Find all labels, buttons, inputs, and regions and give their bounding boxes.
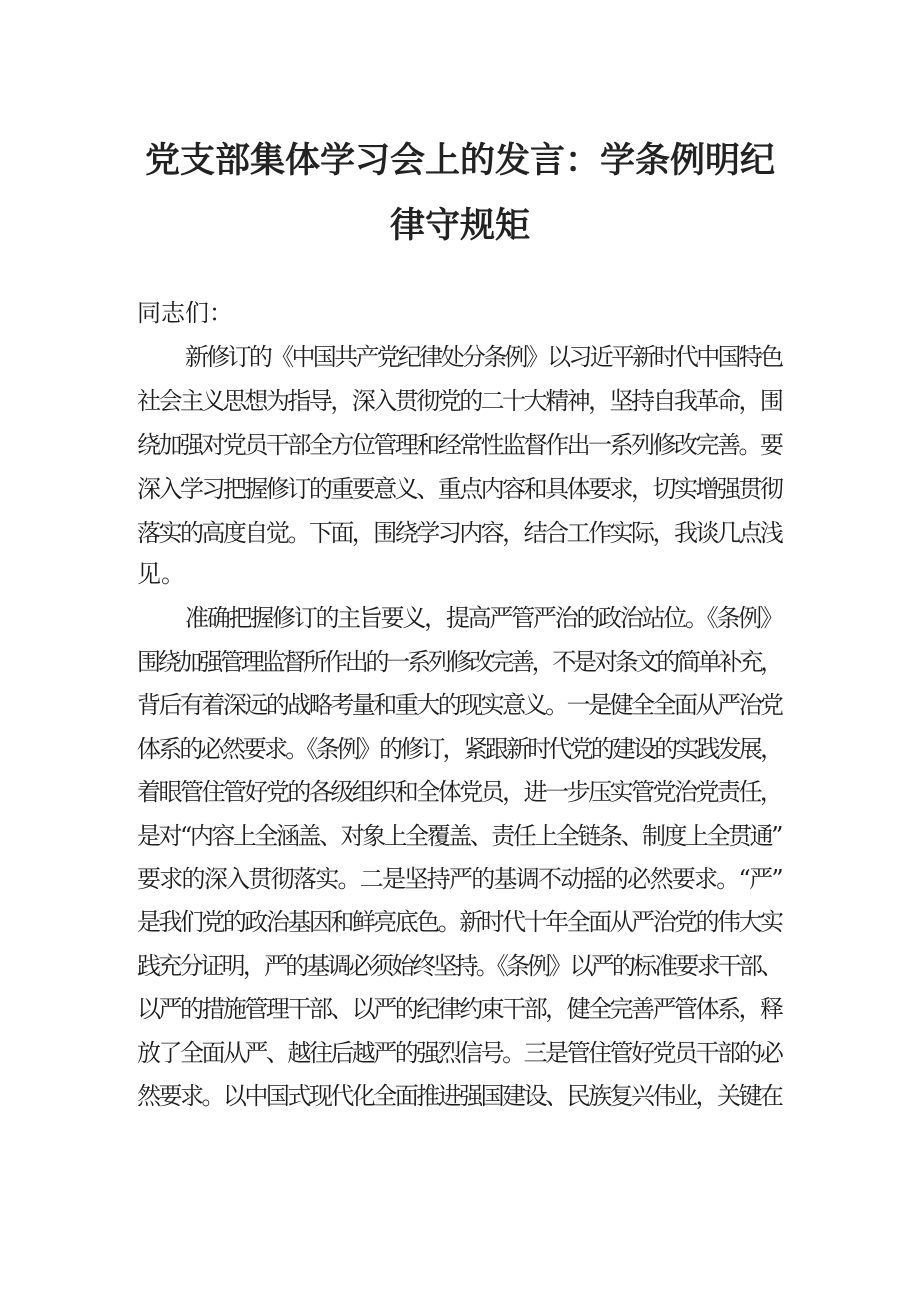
salutation: 同志们： [137, 299, 233, 327]
paragraph-2-line: 背后有着深远的战略考量和重大的现实意义。一是健全全面从严治党 [137, 691, 782, 719]
paragraph-2-line: 体系的必然要求。《条例》的修订，紧跟新时代党的建设的实践发展， [137, 735, 782, 763]
document-title-line-2: 律守规矩 [389, 206, 530, 246]
paragraph-1-line: 见。 [137, 560, 185, 588]
paragraph-2-line: 是我们党的政治基因和鲜亮底色。新时代十年全面从严治党的伟大实 [137, 908, 782, 936]
paragraph-2-line: 放了全面从严、越往后越严的强烈信号。三是管住管好党员干部的必 [137, 1039, 782, 1067]
document-title-line-1: 党支部集体学习会上的发言：学条例明纪 [144, 141, 775, 181]
paragraph-2-line: 要求的深入贯彻落实。二是坚持严的基调不动摇的必然要求。“严” [137, 865, 782, 893]
paragraph-2-line: 是对“内容上全涵盖、对象上全覆盖、责任上全链条、制度上全贯通” [137, 822, 781, 850]
paragraph-2-line: 准确把握修订的主旨要义，提高严管严治的政治站位。《条例》 [185, 604, 782, 632]
paragraph-1-line: 绕加强对党员干部全方位管理和经常性监督作出一系列修改完善。要 [137, 431, 782, 459]
paragraph-1-line: 社会主义思想为指导，深入贯彻党的二十大精神，坚持自我革命，围 [137, 387, 782, 415]
paragraph-2-line: 着眼管住管好党的各级组织和全体党员，进一步压实管党治党责任， [137, 778, 782, 806]
paragraph-1-line: 新修订的《中国共产党纪律处分条例》以习近平新时代中国特色 [185, 343, 782, 371]
paragraph-2-line: 围绕加强管理监督所作出的一系列修改完善，不是对条文的简单补充， [137, 648, 781, 676]
paragraph-1-line: 深入学习把握修订的重要意义、重点内容和具体要求，切实增强贯彻 [137, 475, 782, 503]
paragraph-1-line: 落实的高度自觉。下面，围绕学习内容，结合工作实际，我谈几点浅 [137, 519, 782, 547]
paragraph-2-line: 践充分证明，严的基调必须始终坚持。《条例》以严的标准要求干部、 [137, 952, 782, 980]
paragraph-2-line: 以严的措施管理干部、以严的纪律约束干部，健全完善严管体系，释 [137, 995, 782, 1023]
paragraph-2-line: 然要求。以中国式现代化全面推进强国建设、民族复兴伟业，关键在 [137, 1082, 782, 1110]
